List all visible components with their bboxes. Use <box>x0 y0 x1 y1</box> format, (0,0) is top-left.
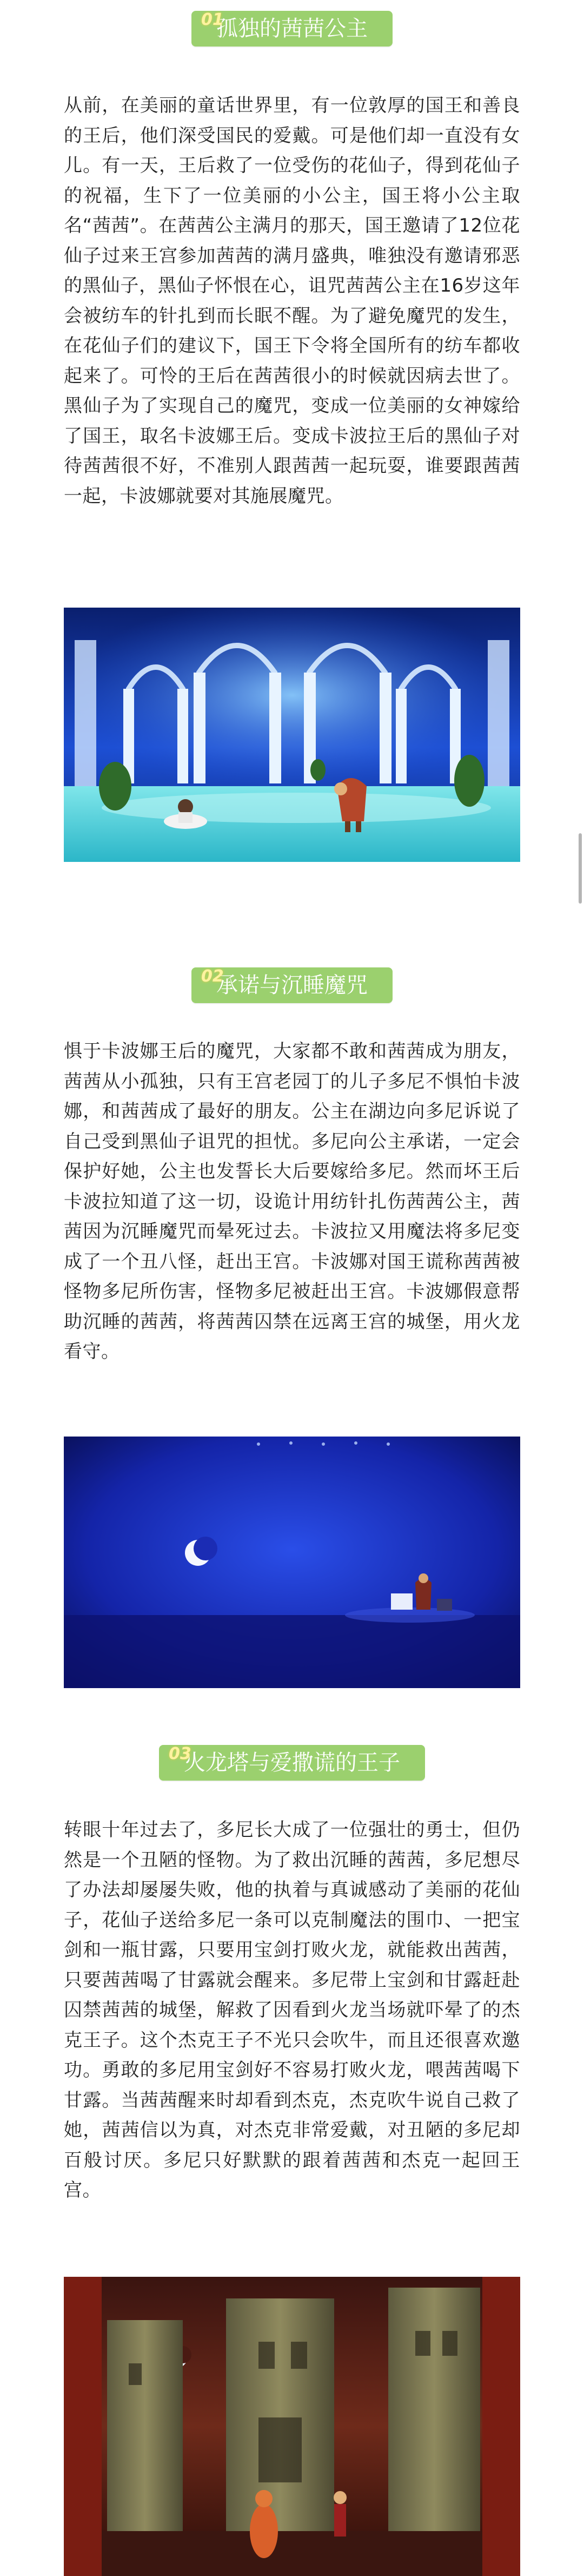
section-1-title: 孤独的茜茜公主 <box>216 16 368 41</box>
section-1-title-wrap <box>0 0 584 54</box>
section-1-paragraph: 从前，在美丽的童话世界里，有一位敦厚的国王和善良的王后，他们深受国民的爱戴。可是他们却一直没有女儿。有一天，王后救了一位受伤的花仙子，得到花仙子的祝福，生下了一位美丽的小公主，国王将小公主取名“茜茜”。在茜茜公主满月的那天，国王邀请了12位花仙子过来王宫参加茜茜的满月盛典，唯独没有邀请邪恶的黑仙子，黑仙子怀恨在心，诅咒茜茜公主在16岁这年会被纺车的针扎到而长眠不醒。为了避免魔咒的发生，在花仙子们的建议下，国王下令将全国所有的纺车都收起来了。可怜的王后在茜茜很小的时候就因病去世了。黑仙子为了实现自己的魔咒，变成一位美丽的女神嫁给了国王，取名卡波娜王后。变成卡波拉王后的黑仙子对待茜茜很不好，不准别人跟茜茜一起玩耍，谁要跟茜茜一起，卡波娜就要对其施展魔咒。 <box>64 95 520 507</box>
section-1-number: 01 <box>201 10 224 29</box>
section-2-title-badge <box>191 967 393 1003</box>
section-2-photo-night-stage <box>64 1437 520 1688</box>
dragon-tower-illustration <box>64 2277 520 2576</box>
palace-stage-illustration <box>64 608 520 862</box>
section-1-photo-palace-stage <box>64 608 520 862</box>
scrollbar[interactable] <box>579 833 582 904</box>
section-2-paragraph: 惧于卡波娜王后的魔咒，大家都不敢和茜茜成为朋友，茜茜从小孤独，只有王宫老园丁的儿子多尼不惧怕卡波娜，和茜茜成了最好的朋友。公主在湖边向多尼诉说了自己受到黑仙子诅咒的担忧。多尼向公主承诺，一定会保护好她，公主也发誓长大后要嫁给多尼。然而坏王后卡波拉知道了这一切，设诡计用纺针扎伤茜茜公主，茜茜因为沉睡魔咒而晕死过去。卡波拉又用魔法将多尼变成了一个丑八怪，赶出王宫。卡波娜对国王谎称茜茜被怪物多尼所伤害，怪物多尼被赶出王宫。卡波娜假意帮助沉睡的茜茜，将茜茜囚禁在远离王宫的城堡，用火龙看守。 <box>64 1040 520 1362</box>
section-2-number: 02 <box>201 967 224 986</box>
section-2-title-wrap <box>0 957 584 1011</box>
section-1-title-badge <box>191 11 393 47</box>
section-3-title-badge <box>159 1745 425 1781</box>
section-3-title: 火龙塔与爱撒谎的王子 <box>184 1750 400 1775</box>
section-2-title: 承诺与沉睡魔咒 <box>216 973 368 998</box>
section-3-title-wrap <box>0 1734 584 1788</box>
night-stage-illustration <box>64 1437 520 1688</box>
section-3-photo-dragon-tower-stage <box>64 2277 520 2576</box>
section-3-number: 03 <box>169 1744 191 1763</box>
section-3-paragraph: 转眼十年过去了，多尼长大成了一位强壮的勇士，但仍然是一个丑陋的怪物。为了救出沉睡的茜茜，多尼想尽了办法却屡屡失败，他的执着与真诚感动了美丽的花仙子，花仙子送给多尼一条可以克制魔法的围巾、一把宝剑和一瓶甘露，只要用宝剑打败火龙，就能救出茜茜，只要茜茜喝了甘露就会醒来。多尼带上宝剑和甘露赶赴囚禁茜茜的城堡，解救了因看到火龙当场就吓晕了的杰克王子。这个杰克王子不光只会吹牛，而且还很喜欢邀功。勇敢的多尼用宝剑好不容易打败火龙，喂茜茜喝下甘露。当茜茜醒来时却看到杰克，杰克吹牛说自己救了她，茜茜信以为真，对杰克非常爱戴，对丑陋的多尼却百般讨厌。多尼只好默默的跟着茜茜和杰克一起回王宫。 <box>64 1819 520 2201</box>
